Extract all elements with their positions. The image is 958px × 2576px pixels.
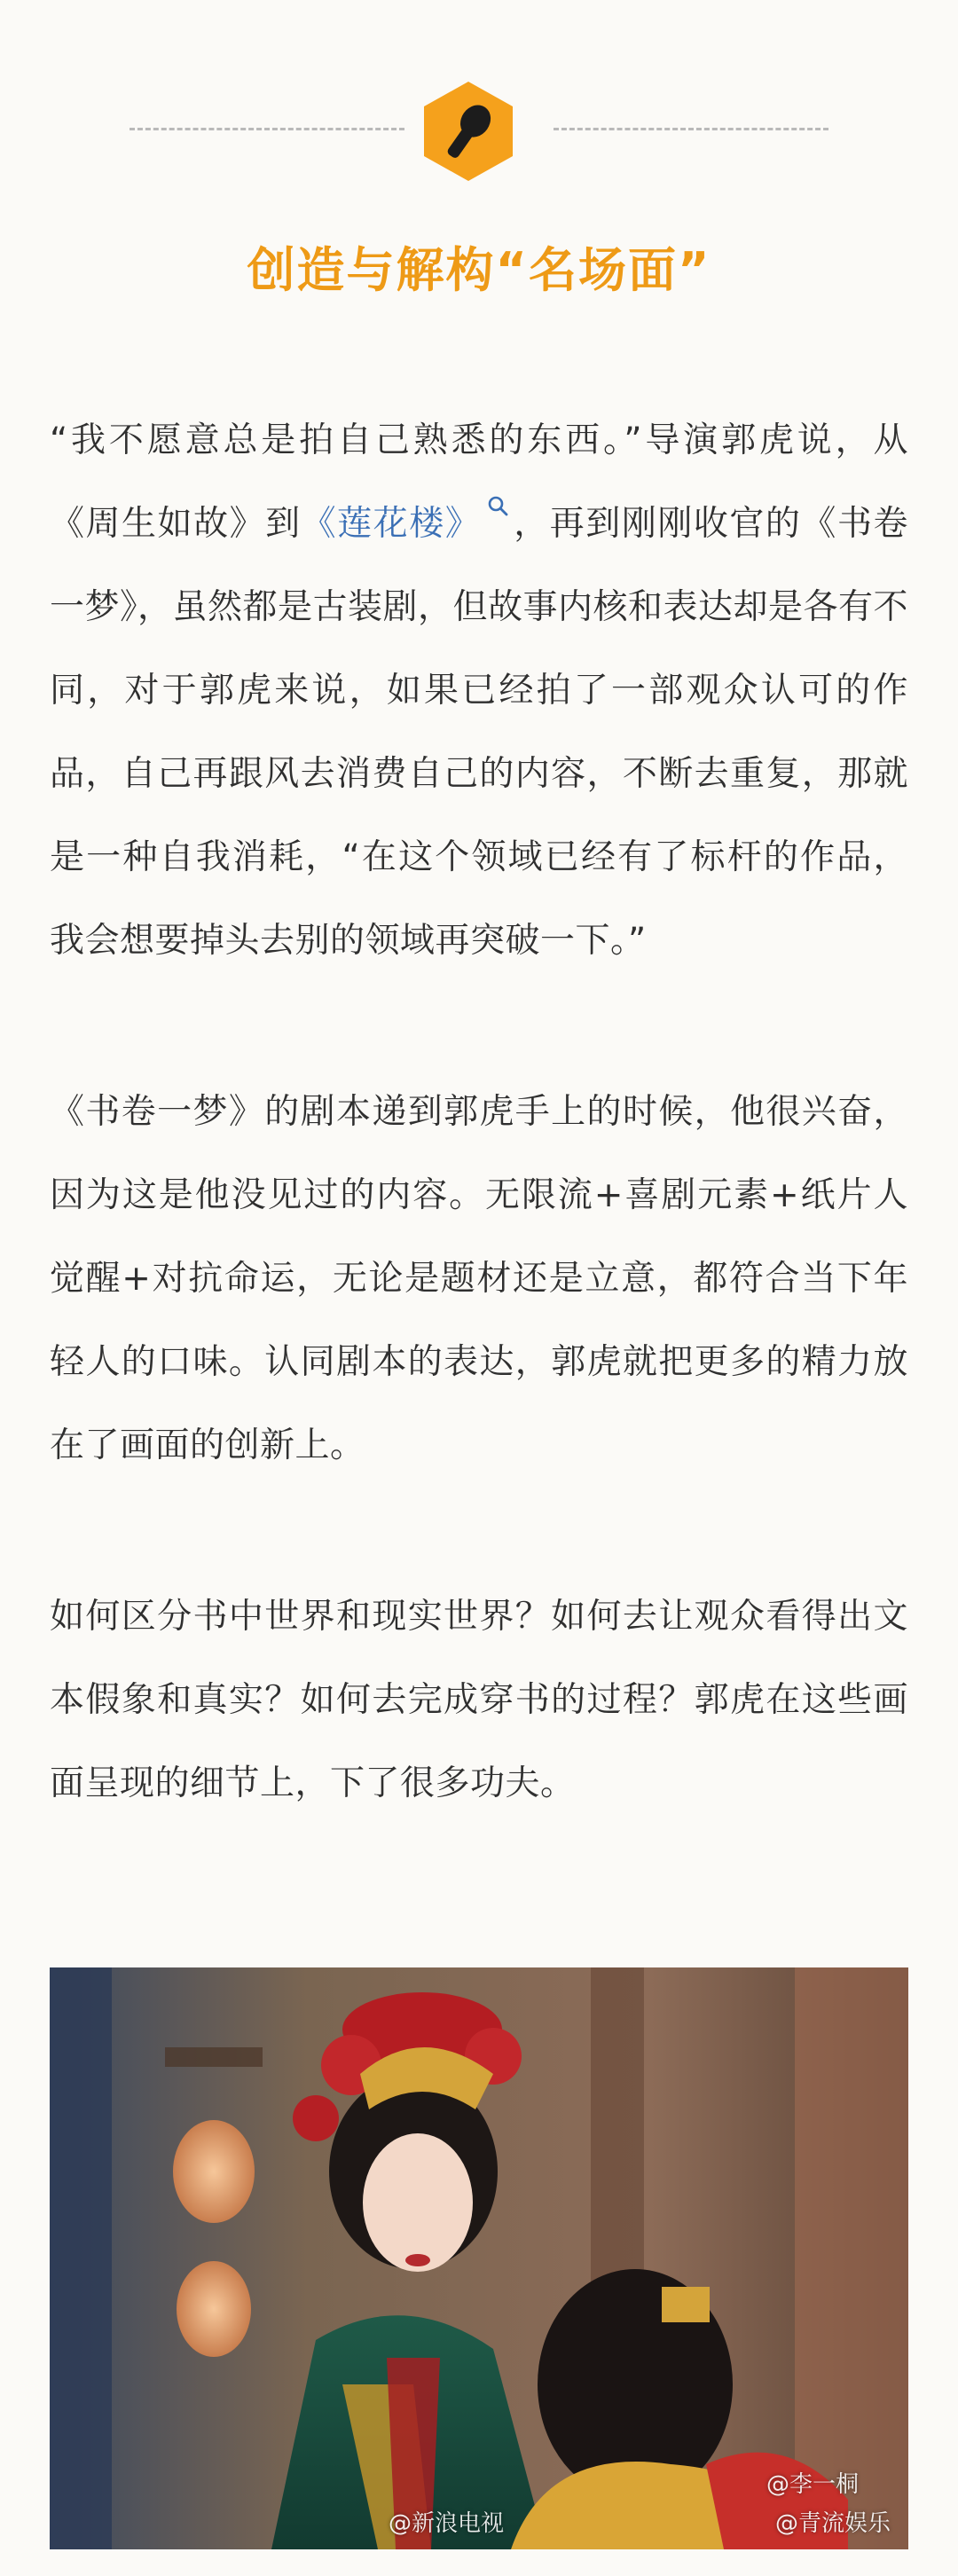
paragraph-1-text-a: “我不愿意总是拍自己熟悉的东西。”导演郭虎说，从《周生如故》到 xyxy=(50,420,908,544)
drama-still-photo xyxy=(50,1967,908,2549)
lianhualou-link[interactable]: 《莲花楼》 xyxy=(301,504,482,544)
watermark-qingliu: @青流娱乐 xyxy=(775,2510,891,2537)
section-title: 创造与解构“名场面” xyxy=(247,242,711,298)
section-header xyxy=(0,75,958,181)
microphone-icon xyxy=(417,80,520,183)
divider-left xyxy=(130,128,404,130)
paragraph-3: 如何区分书中世界和现实世界？如何去让观众看得出文本假象和真实？如何去完成穿书的过程？郭虎在这些画面呈现的细节上，下了很多功夫。 xyxy=(50,1597,908,1803)
search-icon[interactable] xyxy=(486,494,509,517)
article-body xyxy=(50,399,908,1913)
paragraph-1-text-b: ，再到刚刚收官的《书卷一梦》，虽然都是古装剧，但故事内核和表达却是各有不同，对于郭虎来说，如果已经拍了一部观众认可的作品，自己再跟风去消费自己的内容，不断去重复，那就是一种自我消耗，“在这个领域已经有了标杆的作品，我会想要掉头去别的领域再突破一下。” xyxy=(50,504,909,961)
divider-right xyxy=(554,128,828,130)
paragraph-1 xyxy=(50,399,908,983)
watermark-sina-tv: @新浪电视 xyxy=(389,2510,505,2537)
watermark-li-yitong: @李一桐 xyxy=(766,2471,860,2498)
paragraph-2: 《书卷一梦》的剧本递到郭虎手上的时候，他很兴奋，因为这是他没见过的内容。无限流+喜剧元素+纸片人觉醒+对抗命运，无论是题材还是立意，都符合当下年轻人的口味。认同剧本的表达，郭虎就把更多的精力放在了画面的创新上。 xyxy=(50,1092,908,1465)
